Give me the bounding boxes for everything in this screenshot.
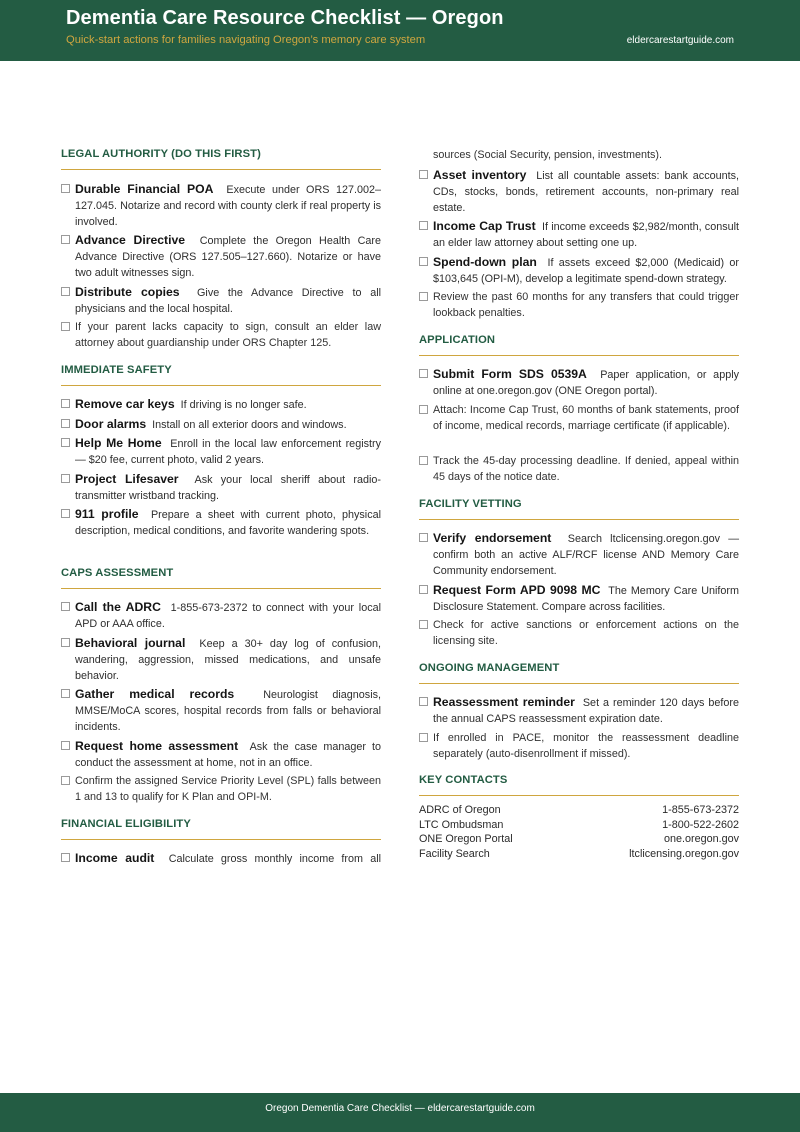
checklist-item-lookback-review <box>419 289 739 321</box>
section-application <box>419 334 739 356</box>
section-facility-vetting <box>419 498 739 520</box>
item-text: List all countable assets: bank accounts, CDs, stocks, bonds, retirement accounts, non-primary real estate. <box>433 170 740 214</box>
contact-row <box>419 832 739 847</box>
checklist-item-project-lifesaver <box>61 471 381 504</box>
section-heading: FACILITY VETTING <box>419 498 522 510</box>
checkbox[interactable] <box>419 456 428 465</box>
item-text: Neurologist diagnosis, MMSE/MoCA scores, hospital records from falls or behavioral incidents. <box>75 689 382 733</box>
page-header <box>0 0 800 61</box>
checklist-item-help-me-home <box>61 435 381 468</box>
item-text: Search ltclicensing.oregon.gov — confirm both an active ALF/RCF license AND Memory Care Community endorsement. <box>433 533 740 577</box>
checklist-item-durable-poa <box>61 181 381 230</box>
item-label: Remove car keys <box>75 397 175 411</box>
section-heading: CAPS ASSESSMENT <box>61 567 174 579</box>
item-text: Ask the case manager to conduct the assessment at home, not in an office. <box>75 741 381 769</box>
item-text: Keep a 30+ day log of confusion, wandering, aggression, missed medications, and unsafe behavior. <box>75 638 381 682</box>
item-text: Prepare a sheet with current photo, physical description, medical conditions, and favorite wandering spots. <box>75 509 382 537</box>
checklist-item-911-profile <box>61 506 381 539</box>
checkbox[interactable] <box>61 509 70 518</box>
checklist-item-spend-down-plan <box>419 254 739 287</box>
item-text: Paper application, or apply online at one.oregon.gov (ONE Oregon portal). <box>433 369 739 397</box>
checkbox[interactable] <box>61 741 70 750</box>
section-divider <box>419 355 739 356</box>
checklist-item-guardianship <box>61 319 381 351</box>
section-financial-eligibility <box>61 818 381 840</box>
checklist-item-submit-form <box>419 366 739 399</box>
item-label: Behavioral journal <box>75 636 186 650</box>
checkbox[interactable] <box>61 438 70 447</box>
checklist-item-asset-inventory <box>419 167 739 216</box>
checkbox[interactable] <box>61 184 70 193</box>
section-legal-authority <box>61 148 381 170</box>
checkbox[interactable] <box>419 292 428 301</box>
checkbox[interactable] <box>61 776 70 785</box>
checklist-item-track-deadline <box>419 453 739 485</box>
checklist-item-call-adrc <box>61 599 381 632</box>
checkbox[interactable] <box>419 733 428 742</box>
item-text: Enroll in the local law enforcement registry — $20 fee, current photo, valid 2 years. <box>75 438 381 466</box>
checkbox[interactable] <box>61 474 70 483</box>
item-label: Verify endorsement <box>433 531 552 545</box>
checklist-item-distribute-copies <box>61 284 381 317</box>
checkbox[interactable] <box>61 602 70 611</box>
item-label: Request Form APD 9098 MC <box>433 583 601 597</box>
item-label: Door alarms <box>75 417 147 431</box>
checklist-item-confirm-spl <box>61 773 381 805</box>
item-text: sources (Social Security, pension, investments). <box>433 149 663 161</box>
checklist-item-pace-monitor <box>419 730 739 762</box>
checklist-item-verify-endorsement <box>419 530 739 579</box>
checklist-item-attach-documents <box>419 402 739 434</box>
checklist-item-check-sanctions <box>419 617 739 649</box>
contact-name: ONE Oregon Portal <box>419 833 513 846</box>
contact-name: LTC Ombudsman <box>419 818 504 831</box>
checkbox[interactable] <box>419 533 428 542</box>
item-label: Gather medical records <box>75 687 235 701</box>
section-divider <box>61 588 381 589</box>
item-text: Check for active sanctions or enforcement actions on the licensing site. <box>433 619 739 647</box>
checklist-item-reassessment-reminder <box>419 694 739 727</box>
page-title: Dementia Care Resource Checklist — Oregon <box>66 7 504 29</box>
item-text: If assets exceed $2,000 (Medicaid) or $103,645 (OPI-M), develop a legitimate spend-down strategy. <box>433 257 740 285</box>
checkbox[interactable] <box>419 697 428 706</box>
checkbox[interactable] <box>419 221 428 230</box>
checkbox[interactable] <box>61 689 70 698</box>
section-heading: FINANCIAL ELIGIBILITY <box>61 818 191 830</box>
item-label: Distribute copies <box>75 285 180 299</box>
checklist-item-advance-directive <box>61 232 381 281</box>
item-label: Income Cap Trust <box>433 219 536 233</box>
item-text: 1-855-673-2372 to connect with your local APD or AAA office. <box>75 602 381 630</box>
contact-row <box>419 803 739 818</box>
site-name: eldercarestartguide.com <box>626 35 734 46</box>
item-text: Ask your local sheriff about radio-transmitter wristband tracking. <box>75 474 381 502</box>
checkbox[interactable] <box>61 853 70 862</box>
section-heading: APPLICATION <box>419 334 496 346</box>
checkbox[interactable] <box>419 257 428 266</box>
contacts-table <box>419 803 739 862</box>
section-key-contacts <box>419 774 739 796</box>
contact-name: ADRC of Oregon <box>419 804 501 816</box>
checklist-item-request-form-apd <box>419 582 739 615</box>
item-label: 911 profile <box>75 507 139 521</box>
contact-row <box>419 818 739 833</box>
checkbox[interactable] <box>61 638 70 647</box>
contact-value: 1-800-522-2602 <box>662 818 739 831</box>
section-divider <box>419 519 739 520</box>
checkbox[interactable] <box>419 405 428 414</box>
item-text: Review the past 60 months for any transfers that could trigger lookback penalties. <box>433 291 739 319</box>
checklist-item-behavioral-journal <box>61 635 381 684</box>
item-text: Confirm the assigned Service Priority Level (SPL) falls between 1 and 13 to qualify for K Plan and OPI-M. <box>75 775 381 803</box>
item-label: Reassessment reminder <box>433 695 575 709</box>
page-subtitle: Quick-start actions for families navigating Oregon’s memory care system <box>66 34 426 46</box>
checkbox[interactable] <box>61 322 70 331</box>
item-text: The Memory Care Uniform Disclosure Statement. Compare across facilities. <box>433 585 739 613</box>
section-immediate-safety <box>61 364 381 386</box>
contact-value: 1-855-673-2372 <box>662 804 739 816</box>
checkbox[interactable] <box>61 287 70 296</box>
checklist-item-remove-car-keys <box>61 396 381 413</box>
section-divider <box>61 169 381 170</box>
checklist-item-income-audit-continued <box>419 147 739 163</box>
item-text: If your parent lacks capacity to sign, consult an elder law attorney about guardianship under ORS Chapter 125. <box>75 321 381 349</box>
item-text: Give the Advance Directive to all physicians and the local hospital. <box>75 287 382 315</box>
section-caps-assessment <box>61 567 381 589</box>
section-divider <box>419 683 739 684</box>
contact-value: ltclicensing.oregon.gov <box>629 848 739 861</box>
item-label: Spend-down plan <box>433 255 537 269</box>
item-text: Attach: Income Cap Trust, 60 months of bank statements, proof of income, medical records, marriage certificate (if applicable). <box>433 404 739 432</box>
section-heading: ONGOING MANAGEMENT <box>419 662 560 674</box>
checkbox[interactable] <box>419 620 428 629</box>
checkbox[interactable] <box>61 399 70 408</box>
section-divider <box>61 839 381 840</box>
contact-value: one.oregon.gov <box>663 833 739 846</box>
checklist-item-request-home-assessment <box>61 738 381 771</box>
checklist-item-gather-medical-records <box>61 686 381 735</box>
section-heading: KEY CONTACTS <box>419 774 508 786</box>
section-divider <box>419 795 739 796</box>
page-footer <box>0 1093 800 1132</box>
checkbox[interactable] <box>61 235 70 244</box>
item-text: Calculate gross monthly income from all <box>168 853 382 865</box>
checkbox[interactable] <box>419 170 428 179</box>
checklist-item-income-cap-trust <box>419 218 739 251</box>
item-text: If driving is no longer safe. <box>180 399 307 411</box>
section-heading: LEGAL AUTHORITY (DO THIS FIRST) <box>61 148 261 160</box>
checklist-item-door-alarms <box>61 416 381 433</box>
item-text: Complete the Oregon Health Care Advance Directive (ORS 127.505–127.660). Notarize or have two adult witnesses sign. <box>75 235 382 279</box>
item-text: Track the 45-day processing deadline. If denied, appeal within 45 days of the notice date. <box>433 455 739 483</box>
item-text: If income exceeds $2,982/month, consult an elder law attorney about setting one up. <box>433 221 740 249</box>
item-text: Set a reminder 120 days before the annual CAPS reassessment expiration date. <box>433 697 740 725</box>
item-text: Install on all exterior doors and windows. <box>152 419 347 431</box>
item-label: Call the ADRC <box>75 600 161 614</box>
item-label: Asset inventory <box>433 168 527 182</box>
item-label: Advance Directive <box>75 233 186 247</box>
item-label: Request home assessment <box>75 739 239 753</box>
item-label: Durable Financial POA <box>75 182 214 196</box>
footer-text: Oregon Dementia Care Checklist — eldercarestartguide.com <box>265 1103 535 1114</box>
checkbox[interactable] <box>61 419 70 428</box>
item-label: Submit Form SDS 0539A <box>433 367 587 381</box>
item-text: If enrolled in PACE, monitor the reassessment deadline separately (auto-disenrollment if missed). <box>433 732 739 760</box>
checkbox[interactable] <box>419 369 428 378</box>
contact-row <box>419 847 739 862</box>
contact-name: Facility Search <box>419 848 490 861</box>
section-ongoing-management <box>419 662 739 684</box>
item-label: Project Lifesaver <box>75 472 179 486</box>
item-text: Execute under ORS 127.002–127.045. Notarize and record with county clerk if real property is involved. <box>75 184 381 228</box>
item-label: Income audit <box>75 851 155 865</box>
checklist-item-income-audit <box>61 850 381 867</box>
item-label: Help Me Home <box>75 436 162 450</box>
section-heading: IMMEDIATE SAFETY <box>61 364 172 376</box>
section-divider <box>61 385 381 386</box>
checkbox[interactable] <box>419 585 428 594</box>
